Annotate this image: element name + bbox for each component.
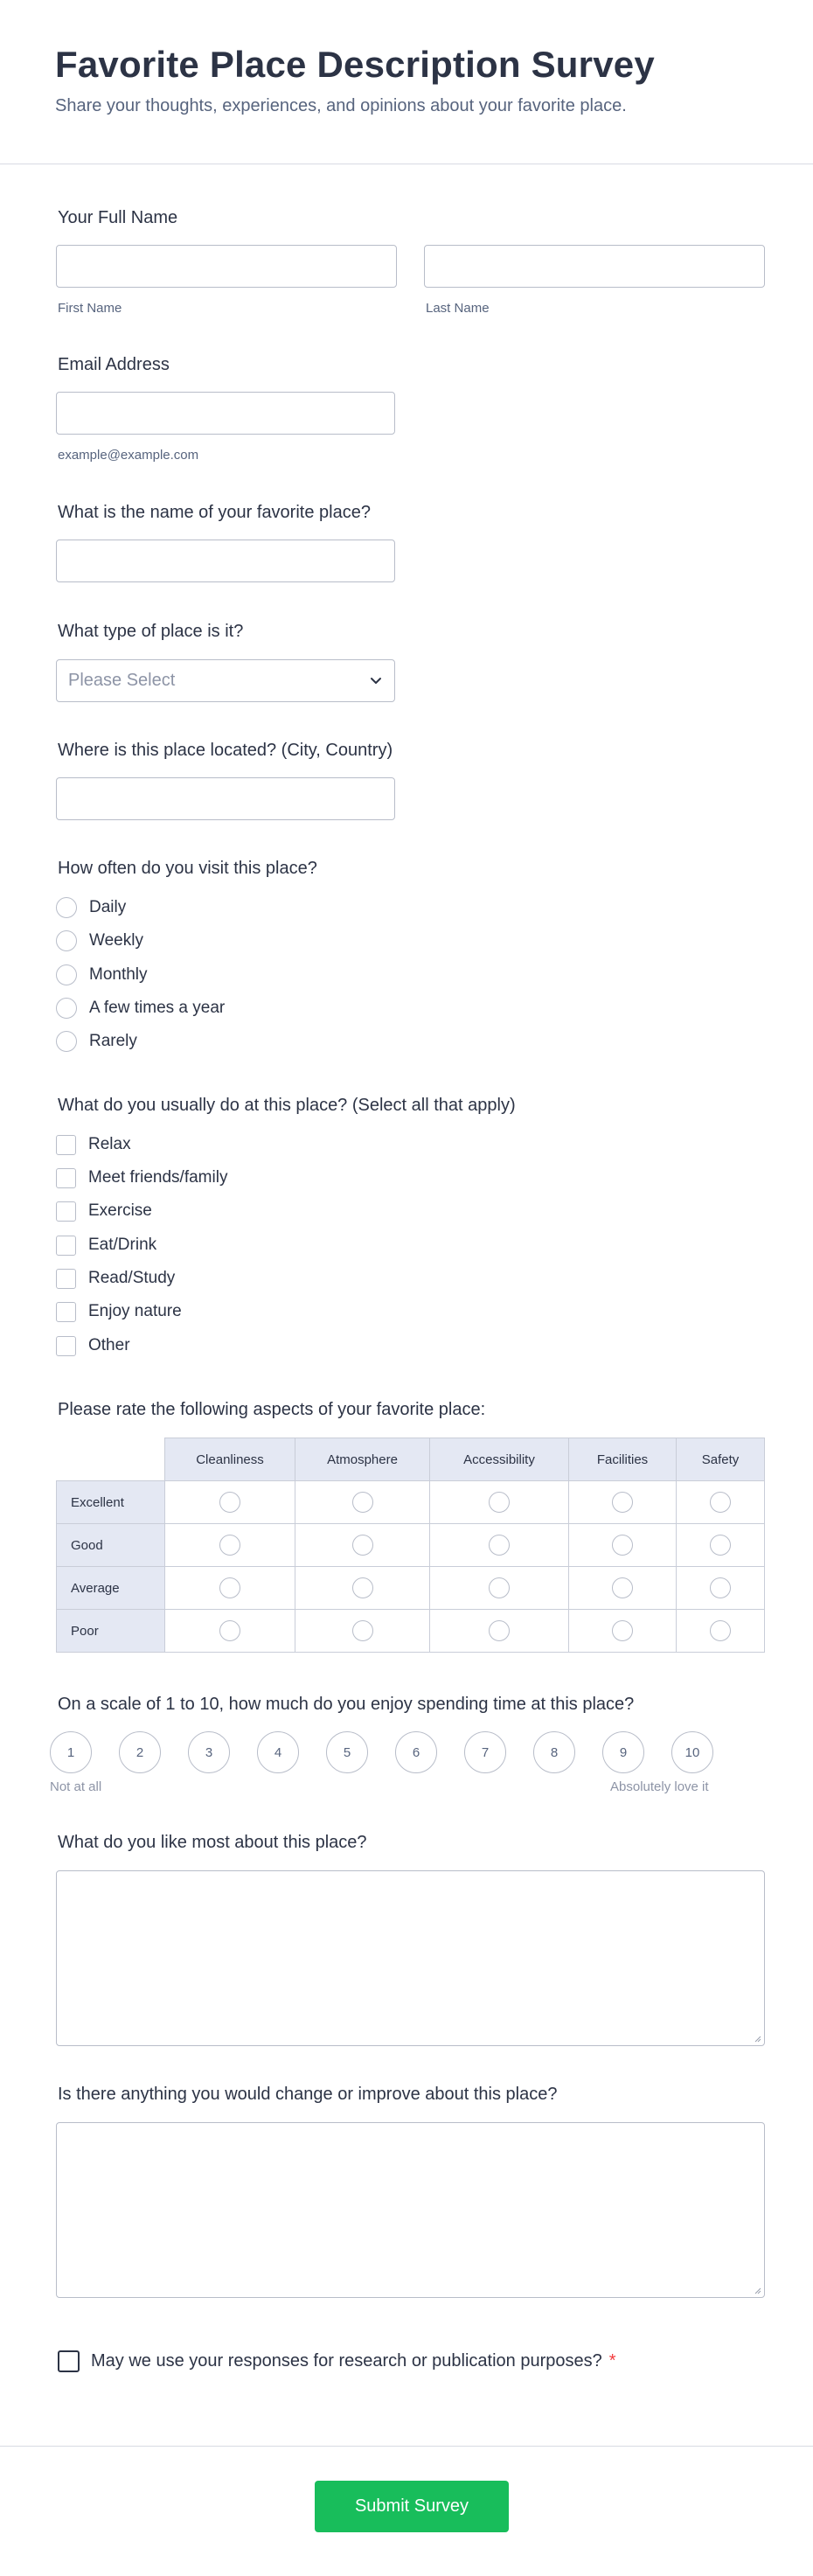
option-label: Rarely xyxy=(89,1032,137,1050)
footer-divider xyxy=(0,2446,813,2447)
activity-option-relax[interactable] xyxy=(56,1133,131,1156)
matrix-row-header: Average xyxy=(57,1567,165,1610)
location-input[interactable] xyxy=(56,777,395,820)
submit-button[interactable]: Submit Survey xyxy=(315,2481,509,2532)
scale-option-2[interactable]: 2 xyxy=(119,1731,161,1773)
like-most-textarea[interactable] xyxy=(56,1870,765,2046)
matrix-column-header: Accessibility xyxy=(430,1438,569,1481)
scale-option-10[interactable]: 10 xyxy=(671,1731,713,1773)
scale-option-4[interactable]: 4 xyxy=(257,1731,299,1773)
checkbox[interactable] xyxy=(56,1269,76,1289)
matrix-radio[interactable] xyxy=(489,1577,510,1598)
matrix-radio[interactable] xyxy=(219,1492,240,1513)
option-label: Daily xyxy=(89,898,127,916)
radio-button[interactable] xyxy=(56,897,77,918)
resize-grip-icon[interactable] xyxy=(753,2034,761,2043)
email-input[interactable] xyxy=(56,392,395,435)
frequency-option-rarely[interactable] xyxy=(56,1030,137,1053)
option-label: A few times a year xyxy=(89,999,226,1017)
matrix-column-header: Facilities xyxy=(569,1438,677,1481)
matrix-column-header: Cleanliness xyxy=(165,1438,295,1481)
option-label: Meet friends/family xyxy=(88,1168,228,1187)
matrix-corner xyxy=(57,1438,165,1481)
last-name-input[interactable] xyxy=(424,245,765,288)
activity-option-other[interactable] xyxy=(56,1334,130,1357)
scale-max-caption: Absolutely love it xyxy=(610,1779,709,1794)
scale-option-9[interactable]: 9 xyxy=(602,1731,644,1773)
place-type-label: What type of place is it? xyxy=(58,622,244,641)
radio-button[interactable] xyxy=(56,930,77,951)
activity-option-read-study[interactable] xyxy=(56,1267,175,1290)
scale-option-7[interactable]: 7 xyxy=(464,1731,506,1773)
rating-matrix xyxy=(56,1438,765,1653)
location-label: Where is this place located? (City, Country) xyxy=(58,741,393,760)
option-label: Monthly xyxy=(89,965,148,984)
consent-checkbox[interactable] xyxy=(58,2350,80,2372)
checkbox[interactable] xyxy=(56,1168,76,1188)
place-type-select[interactable] xyxy=(56,659,395,702)
frequency-option-weekly[interactable] xyxy=(56,929,143,952)
matrix-row-header: Excellent xyxy=(57,1481,165,1524)
scale-label: On a scale of 1 to 10, how much do you enjoy spending time at this place? xyxy=(58,1695,635,1714)
activity-option-enjoy-nature[interactable] xyxy=(56,1300,182,1323)
option-label: Other xyxy=(88,1336,130,1354)
checkbox[interactable] xyxy=(56,1302,76,1322)
form-title: Favorite Place Description Survey xyxy=(55,44,655,85)
option-label: Exercise xyxy=(88,1201,152,1220)
place-name-input[interactable] xyxy=(56,540,395,582)
matrix-radio[interactable] xyxy=(489,1620,510,1641)
option-label: Weekly xyxy=(89,931,143,950)
rating-label: Please rate the following aspects of your favorite place: xyxy=(58,1400,486,1419)
first-name-sublabel: First Name xyxy=(58,301,122,316)
matrix-radio[interactable] xyxy=(710,1620,731,1641)
matrix-radio[interactable] xyxy=(219,1577,240,1598)
checkbox[interactable] xyxy=(56,1135,76,1155)
consent-label: May we use your responses for research or publication purposes? xyxy=(91,2351,602,2371)
matrix-radio[interactable] xyxy=(612,1577,633,1598)
matrix-row-poor xyxy=(57,1610,765,1653)
matrix-row-good xyxy=(57,1524,765,1567)
matrix-radio[interactable] xyxy=(352,1620,373,1641)
matrix-row-header: Poor xyxy=(57,1610,165,1653)
option-label: Enjoy nature xyxy=(88,1302,182,1320)
activity-option-meet-friends[interactable] xyxy=(56,1166,227,1189)
scale-option-1[interactable]: 1 xyxy=(50,1731,92,1773)
matrix-column-header: Safety xyxy=(677,1438,765,1481)
matrix-radio[interactable] xyxy=(352,1492,373,1513)
activities-label: What do you usually do at this place? (Select all that apply) xyxy=(58,1096,516,1115)
frequency-option-monthly[interactable] xyxy=(56,964,148,986)
activity-option-exercise[interactable] xyxy=(56,1200,152,1222)
option-label: Read/Study xyxy=(88,1269,176,1287)
first-name-input[interactable] xyxy=(56,245,397,288)
scale-option-5[interactable]: 5 xyxy=(326,1731,368,1773)
scale-option-6[interactable]: 6 xyxy=(395,1731,437,1773)
activity-option-eat-drink[interactable] xyxy=(56,1234,156,1257)
matrix-radio[interactable] xyxy=(710,1535,731,1556)
matrix-radio[interactable] xyxy=(352,1577,373,1598)
frequency-option-few-times[interactable] xyxy=(56,997,225,1020)
radio-button[interactable] xyxy=(56,964,77,985)
matrix-radio[interactable] xyxy=(489,1492,510,1513)
radio-button[interactable] xyxy=(56,998,77,1019)
checkbox[interactable] xyxy=(56,1201,76,1222)
matrix-radio[interactable] xyxy=(612,1535,633,1556)
matrix-radio[interactable] xyxy=(710,1577,731,1598)
chevron-down-icon xyxy=(368,672,384,688)
full-name-label: Your Full Name xyxy=(58,208,178,227)
place-name-label: What is the name of your favorite place? xyxy=(58,503,371,522)
frequency-option-daily[interactable] xyxy=(56,896,126,919)
matrix-radio[interactable] xyxy=(489,1535,510,1556)
consent-field[interactable] xyxy=(58,2350,616,2372)
place-type-placeholder: Please Select xyxy=(68,671,176,690)
matrix-row-excellent xyxy=(57,1481,765,1524)
matrix-row-average xyxy=(57,1567,765,1610)
matrix-radio[interactable] xyxy=(612,1620,633,1641)
like-most-label: What do you like most about this place? xyxy=(58,1833,367,1852)
required-asterisk: * xyxy=(608,2351,616,2371)
last-name-sublabel: Last Name xyxy=(426,301,490,316)
email-label: Email Address xyxy=(58,355,170,374)
email-sublabel: example@example.com xyxy=(58,448,199,463)
matrix-radio[interactable] xyxy=(710,1492,731,1513)
matrix-radio[interactable] xyxy=(219,1620,240,1641)
checkbox[interactable] xyxy=(56,1236,76,1256)
scale-min-caption: Not at all xyxy=(50,1779,102,1794)
form-subtitle: Share your thoughts, experiences, and opinions about your favorite place. xyxy=(55,96,627,115)
frequency-label: How often do you visit this place? xyxy=(58,859,317,878)
radio-button[interactable] xyxy=(56,1031,77,1052)
matrix-column-header: Atmosphere xyxy=(295,1438,430,1481)
checkbox[interactable] xyxy=(56,1336,76,1356)
improve-textarea[interactable] xyxy=(56,2122,765,2298)
option-label: Eat/Drink xyxy=(88,1236,157,1254)
matrix-row-header: Good xyxy=(57,1524,165,1567)
matrix-radio[interactable] xyxy=(352,1535,373,1556)
resize-grip-icon[interactable] xyxy=(753,2286,761,2294)
matrix-radio[interactable] xyxy=(612,1492,633,1513)
matrix-radio[interactable] xyxy=(219,1535,240,1556)
scale-option-3[interactable]: 3 xyxy=(188,1731,230,1773)
option-label: Relax xyxy=(88,1135,131,1153)
improve-label: Is there anything you would change or improve about this place? xyxy=(58,2085,558,2104)
scale-option-8[interactable]: 8 xyxy=(533,1731,575,1773)
form-header xyxy=(0,0,813,164)
